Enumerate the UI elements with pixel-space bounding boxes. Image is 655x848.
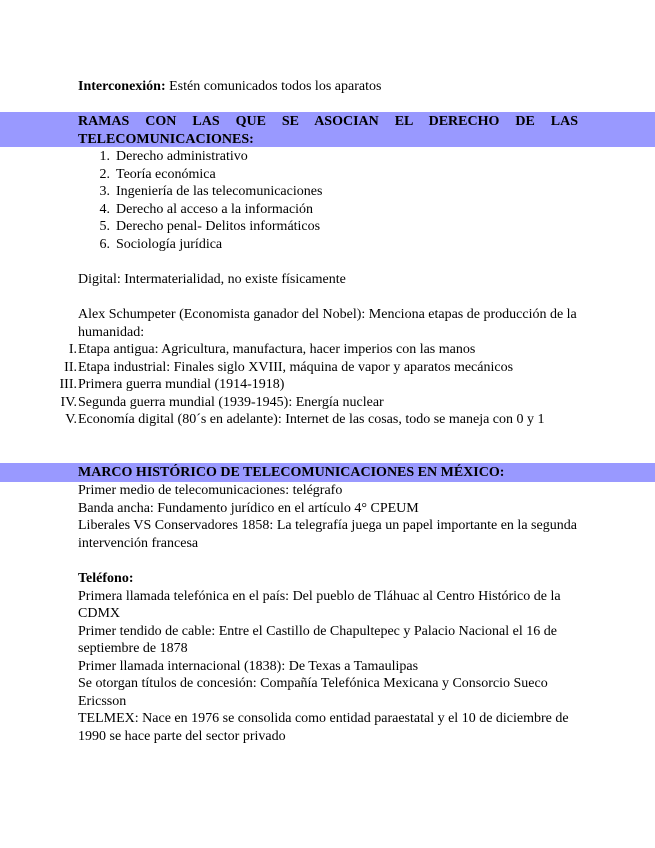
list-item: 5. Derecho penal- Delitos informáticos (99, 219, 321, 234)
marco-line: Banda ancha: Fundamento jurídico en el artículo 4° CPEUM (78, 500, 419, 516)
marco-line: Primer medio de telecomunicaciones: telégrafo (78, 483, 343, 498)
telefono-line: Primer tendido de cable: Entre el Castillo de Chapultepec y Palacio Nacional el 16 de septiembre de 1878 (78, 623, 557, 656)
telefono-line: Primer llamada internacional (1838): De Texas a Tamaulipas (78, 658, 419, 674)
interconexion-term: Interconexión: (78, 79, 166, 94)
interconexion-text: Estén comunicados todos los aparatos (165, 79, 382, 94)
interconexion-line (78, 78, 578, 96)
telefono-line: Primera llamada telefónica en el país: Del pueblo de Tláhuac al Centro Histórico de la CDMX (78, 588, 561, 621)
telefono-line: TELMEX: Nace en 1976 se consolida como entidad paraestatal y el 10 de diciembre de 1990 se hace parte del sector privado (78, 711, 569, 744)
ramas-list (78, 148, 322, 253)
list-item: 4. Derecho al acceso a la información (99, 201, 314, 217)
list-item: 6. Sociología jurídica (99, 236, 223, 252)
telefono-section (78, 570, 578, 745)
stages-list (0, 341, 655, 446)
ramas-heading-line2: TELECOMUNICACIONES: (78, 131, 254, 147)
ramas-heading-line1: RAMAS CON LAS QUE SE ASOCIAN EL DERECHO DE LAS (78, 114, 578, 129)
list-item: III. Primera guerra mundial (1914-1918) (59, 377, 285, 392)
list-item: IV. Segunda guerra mundial (1939-1945): Energía nuclear (60, 394, 384, 410)
list-item: 2. Teoría económica (99, 166, 216, 182)
ramas-heading (78, 113, 578, 148)
list-item: II. Etapa industrial: Finales siglo XVIII, máquina de vapor y aparatos mecánicos (64, 359, 514, 375)
telefono-line: Se otorgan títulos de concesión: Compañía Telefónica Mexicana y Consorcio Sueco Ericsson (78, 676, 548, 709)
marco-heading: MARCO HISTÓRICO DE TELECOMUNICACIONES EN MÉXICO: (78, 465, 505, 480)
list-item: I. Etapa antigua: Agricultura, manufactura, hacer imperios con las manos (68, 342, 476, 357)
marco-line: Liberales VS Conservadores 1858: La telegrafía juega un papel importante en la segunda intervención francesa (78, 518, 577, 551)
digital-line: Digital: Intermaterialidad, no existe físicamente (78, 272, 346, 287)
list-item: 1. Derecho administrativo (99, 149, 248, 164)
schumpeter-intro: Alex Schumpeter (Economista ganador del Nobel): Menciona etapas de producción de la humanidad: (78, 307, 577, 340)
marco-section (78, 482, 578, 552)
list-item: V. Economía digital (80´s en adelante): Internet de las cosas, todo se maneja con 0 y 1 (65, 412, 545, 427)
telefono-heading: Teléfono: (78, 571, 134, 586)
list-item: 3. Ingeniería de las telecomunicaciones (99, 184, 323, 199)
